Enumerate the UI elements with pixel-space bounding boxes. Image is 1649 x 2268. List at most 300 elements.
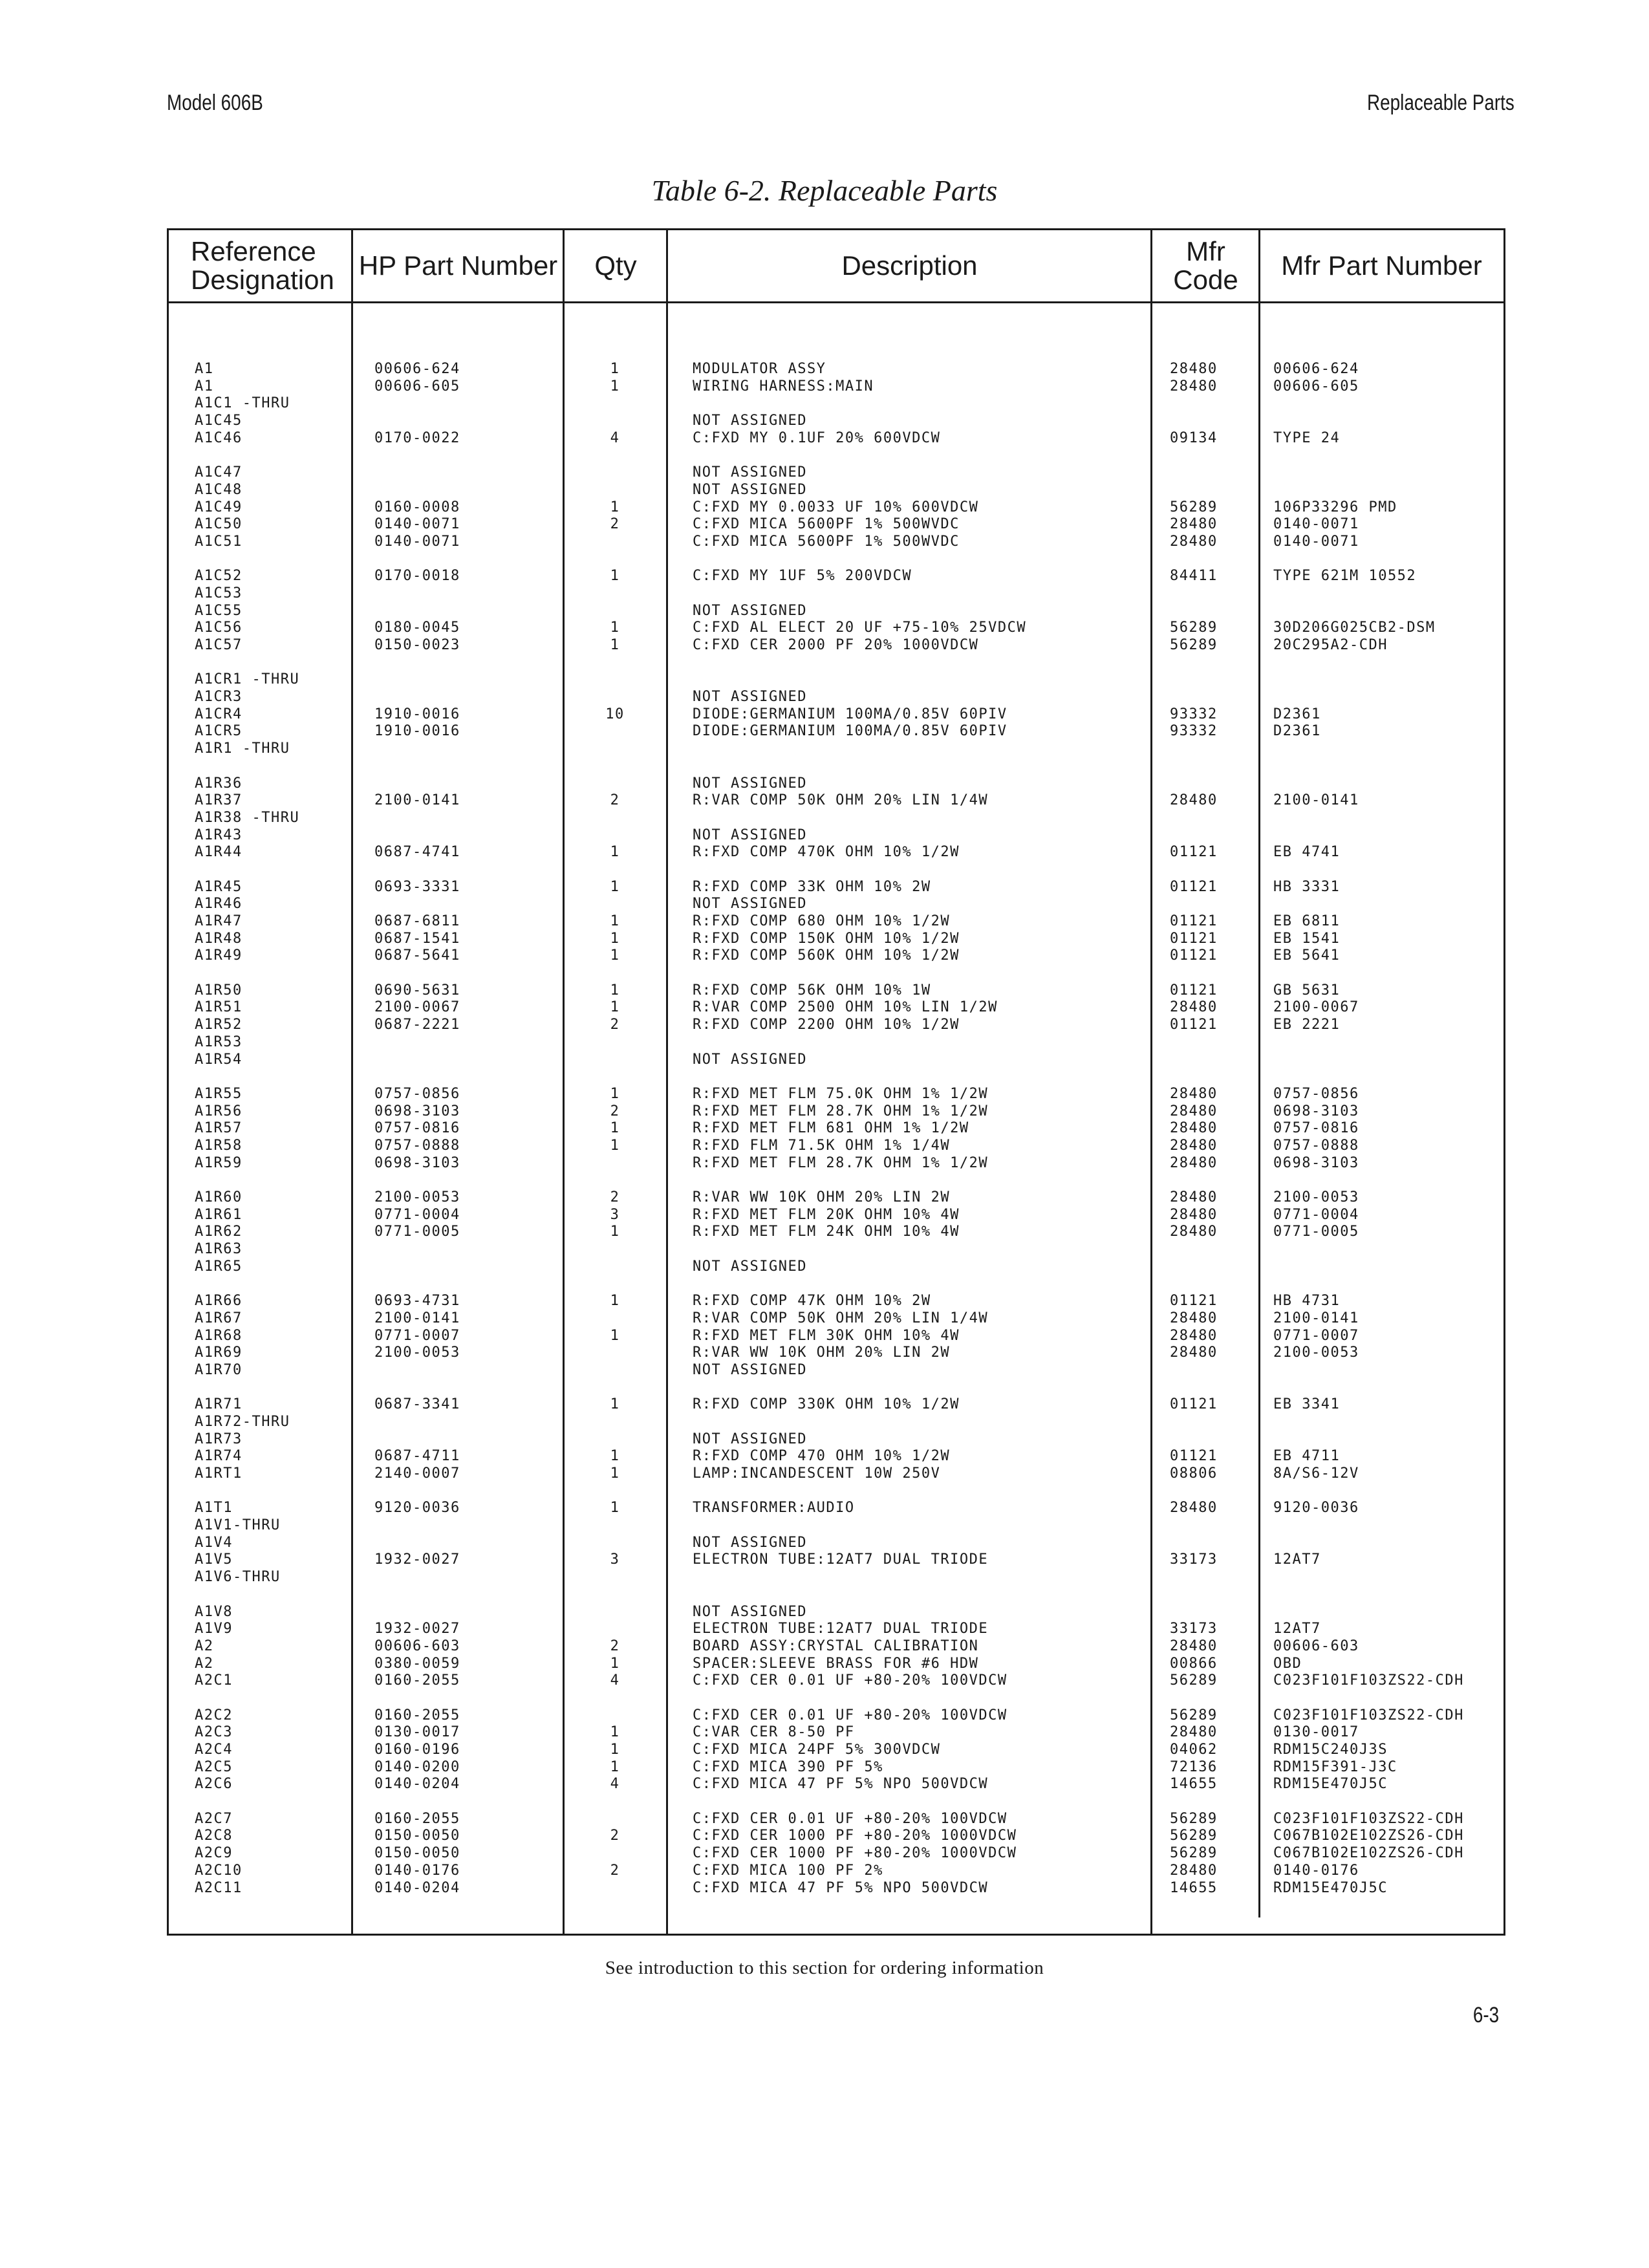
mfr-part-number-cell — [1273, 775, 1464, 793]
description-cell: C:FXD CER 0.01 UF +80-20% 100VDCW — [693, 1672, 1008, 1689]
mfr-part-number-cell: C067B102E102ZS26-CDH — [1273, 1845, 1464, 1862]
mfr-code-cell: 56289 — [1170, 637, 1218, 653]
mfr-code-cell: 01121 — [1170, 930, 1218, 947]
mfr-part-number-cell: 12AT7 — [1273, 1551, 1321, 1568]
description-cell: C:FXD CER 0.01 UF +80-20% 100VDCW — [693, 1810, 1008, 1827]
mfr-part-number-cell — [1273, 965, 1464, 982]
reference-designation-cell: A1R56 — [195, 1103, 242, 1119]
mfr-part-number-cell: 2100-0067 — [1273, 999, 1359, 1016]
hp-part-number-cell: 0140-0176 — [374, 1862, 460, 1879]
mfr-part-number-cell: 0771-0004 — [1273, 1206, 1359, 1223]
mfr-code-cell — [1170, 1034, 1218, 1052]
description-cell — [693, 654, 1026, 672]
qty-cell — [596, 810, 634, 827]
description-cell — [693, 1483, 1026, 1500]
mfr-part-number-cell — [1273, 827, 1464, 845]
hp-part-number-cell — [374, 861, 460, 879]
mfr-part-number-cell: 00606-605 — [1273, 378, 1359, 394]
description-cell — [693, 1241, 1026, 1258]
mfr-code-column — [1170, 361, 1218, 1897]
qty-cell — [596, 1517, 634, 1535]
reference-designation-cell: A1C49 — [195, 499, 242, 515]
mfr-code-cell — [1170, 1414, 1218, 1431]
column-header-mfr-code — [1152, 230, 1260, 301]
hp-part-number-cell: 1932-0027 — [374, 1551, 460, 1568]
reference-designation-cell: A1R63 — [195, 1241, 242, 1258]
reference-designation-cell: A1R54 — [195, 1051, 242, 1068]
mfr-code-cell: 01121 — [1170, 947, 1218, 964]
qty-cell — [596, 1621, 634, 1638]
mfr-part-number-cell: EB 5641 — [1273, 947, 1341, 964]
description-cell: NOT ASSIGNED — [693, 1361, 807, 1378]
reference-designation-cell: A1R66 — [195, 1293, 242, 1310]
mfr-part-number-cell — [1273, 1690, 1464, 1707]
hp-part-number-cell — [374, 1379, 460, 1397]
qty-cell: 2 — [610, 1103, 620, 1119]
qty-cell — [596, 1362, 634, 1379]
mfr-part-number-cell — [1273, 654, 1464, 672]
hp-part-number-cell: 0160-2055 — [374, 1672, 460, 1689]
mfr-part-number-cell — [1273, 482, 1464, 499]
hp-part-number-cell: 0140-0071 — [374, 533, 460, 550]
mfr-code-cell — [1170, 1379, 1218, 1397]
qty-cell — [596, 1052, 634, 1069]
mfr-part-number-cell: 2100-0141 — [1273, 1310, 1359, 1326]
qty-cell: 1 — [610, 568, 620, 585]
qty-cell — [596, 861, 634, 879]
reference-designation-cell: A1R62 — [195, 1224, 242, 1240]
hp-part-number-cell: 0687-4741 — [374, 844, 460, 861]
reference-designation-cell: A1R72-THRU — [195, 1413, 290, 1430]
mfr-code-cell — [1170, 861, 1218, 879]
hp-part-number-cell: 0771-0007 — [374, 1327, 460, 1344]
description-cell: R:FXD MET FLM 30K OHM 10% 4W — [693, 1327, 960, 1344]
description-cell — [693, 1690, 1026, 1707]
reference-designation-cell: A1C57 — [195, 637, 242, 653]
hp-part-number-cell: 1910-0016 — [374, 706, 460, 722]
mfr-code-cell — [1170, 1569, 1218, 1586]
mfr-code-cell: 01121 — [1170, 878, 1218, 895]
qty-cell: 1 — [610, 1137, 620, 1154]
reference-designation-cell: A1C47 — [195, 464, 242, 481]
mfr-part-number-cell: EB 4711 — [1273, 1448, 1341, 1465]
reference-designation-cell: A1R58 — [195, 1137, 242, 1154]
hp-part-number-cell — [374, 1517, 460, 1535]
description-cell: LAMP:INCANDESCENT 10W 250V — [693, 1465, 941, 1482]
qty-cell: 3 — [610, 1206, 620, 1223]
hp-part-number-cell: 0380-0059 — [374, 1655, 460, 1672]
qty-cell: 1 — [610, 999, 620, 1016]
mfr-code-cell: 28480 — [1170, 999, 1218, 1016]
qty-cell: 1 — [610, 947, 620, 964]
mfr-part-number-cell — [1273, 810, 1464, 827]
qty-cell: 3 — [610, 1551, 620, 1568]
description-cell: C:FXD CER 2000 PF 20% 1000VDCW — [693, 637, 979, 653]
description-cell: NOT ASSIGNED — [693, 775, 807, 792]
description-cell: C:FXD MICA 100 PF 2% — [693, 1862, 883, 1879]
hp-part-number-cell: 0690-5631 — [374, 982, 460, 999]
hp-part-number-cell: 0180-0045 — [374, 620, 460, 636]
reference-designation-cell: A1CR3 — [195, 689, 242, 706]
hp-part-number-cell: 0687-6811 — [374, 913, 460, 929]
mfr-part-number-cell: 2100-0141 — [1273, 792, 1359, 809]
mfr-part-number-cell — [1273, 740, 1464, 758]
qty-cell — [596, 1155, 634, 1172]
mfr-code-cell: 84411 — [1170, 568, 1218, 585]
mfr-code-cell — [1170, 827, 1218, 845]
mfr-code-cell — [1170, 1517, 1218, 1535]
hp-part-number-cell: 0140-0204 — [374, 1879, 460, 1896]
mfr-part-number-cell: 8A/S6-12V — [1273, 1465, 1359, 1482]
hp-part-number-cell: 0160-0196 — [374, 1742, 460, 1758]
reference-designation-cell — [195, 1793, 299, 1811]
reference-designation-cell: A1C53 — [195, 585, 242, 601]
qty-cell — [596, 775, 634, 793]
reference-designation-cell: A1V4 — [195, 1534, 233, 1551]
description-cell: C:FXD MICA 47 PF 5% NPO 500VDCW — [693, 1776, 989, 1793]
qty-cell — [596, 1690, 634, 1707]
description-cell: R:FXD MET FLM 681 OHM 1% 1/2W — [693, 1120, 969, 1137]
mfr-part-number-cell: 0140-0071 — [1273, 533, 1359, 550]
description-cell — [693, 1586, 1026, 1604]
description-cell: NOT ASSIGNED — [693, 602, 807, 619]
reference-designation-cell: A2C7 — [195, 1810, 233, 1827]
qty-cell — [596, 654, 634, 672]
qty-cell: 4 — [610, 1776, 620, 1793]
mfr-part-number-cell — [1273, 1241, 1464, 1258]
hp-part-number-cell: 0693-4731 — [374, 1293, 460, 1310]
reference-designation-cell: A1C50 — [195, 516, 242, 533]
reference-designation-cell: A2C9 — [195, 1845, 233, 1862]
mfr-code-cell — [1170, 775, 1218, 793]
column-divider — [666, 230, 668, 1934]
qty-cell — [596, 534, 634, 551]
mfr-code-cell: 93332 — [1170, 723, 1218, 740]
hp-part-number-cell: 1910-0016 — [374, 723, 460, 740]
reference-designation-cell: A1 — [195, 378, 214, 394]
column-divider — [1258, 230, 1260, 1917]
description-cell: R:FXD COMP 470K OHM 10% 1/2W — [693, 844, 960, 861]
mfr-code-cell: 00866 — [1170, 1655, 1218, 1672]
mfr-code-cell — [1170, 1690, 1218, 1707]
mfr-code-cell — [1170, 1362, 1218, 1379]
reference-designation-cell — [195, 965, 299, 982]
description-cell: C:FXD MY 1UF 5% 200VDCW — [693, 568, 912, 585]
mfr-code-cell: 93332 — [1170, 706, 1218, 722]
hp-part-number-cell — [374, 689, 460, 706]
mfr-code-cell — [1170, 758, 1218, 775]
mfr-code-cell: 28480 — [1170, 1189, 1218, 1205]
hp-part-number-cell — [374, 810, 460, 827]
hp-part-number-cell — [374, 1362, 460, 1379]
mfr-code-cell — [1170, 1604, 1218, 1621]
hp-part-number-cell — [374, 1569, 460, 1586]
qty-cell — [596, 413, 634, 430]
mfr-part-number-cell — [1273, 1483, 1464, 1500]
description-cell: R:FXD MET FLM 24K OHM 10% 4W — [693, 1224, 960, 1240]
mfr-code-cell: 09134 — [1170, 429, 1218, 446]
qty-cell — [596, 1707, 634, 1725]
qty-cell — [596, 585, 634, 603]
description-cell: NOT ASSIGNED — [693, 481, 807, 498]
mfr-part-number-cell — [1273, 1414, 1464, 1431]
mfr-part-number-cell: OBD — [1273, 1655, 1302, 1672]
mfr-code-cell: 28480 — [1170, 1120, 1218, 1137]
qty-cell — [596, 1172, 634, 1189]
reference-designation-cell — [195, 861, 299, 879]
reference-designation-cell: A1R74 — [195, 1448, 242, 1465]
mfr-part-number-cell: GB 5631 — [1273, 982, 1341, 999]
hp-part-number-cell — [374, 671, 460, 689]
hp-part-number-cell: 9120-0036 — [374, 1500, 460, 1517]
hp-part-number-cell: 0687-5641 — [374, 947, 460, 964]
qty-cell — [596, 603, 634, 620]
description-cell: R:FXD COMP 47K OHM 10% 2W — [693, 1293, 931, 1310]
mfr-code-cell — [1170, 810, 1218, 827]
mfr-part-number-cell — [1273, 1258, 1464, 1276]
hp-part-number-cell: 0160-0008 — [374, 499, 460, 515]
mfr-part-number-cell: 30D206G025CB2-DSM — [1273, 620, 1436, 636]
hp-part-number-cell: 2100-0141 — [374, 792, 460, 809]
column-header-hp-part-number: HP Part Number — [358, 250, 558, 281]
qty-cell — [596, 1535, 634, 1552]
qty-cell — [596, 1811, 634, 1828]
qty-cell — [596, 1880, 634, 1897]
hp-part-number-cell: 0160-2055 — [374, 1810, 460, 1827]
reference-designation-cell: A1R70 — [195, 1361, 242, 1378]
reference-designation-cell: A1T1 — [195, 1500, 233, 1517]
reference-designation-cell: A1R36 — [195, 775, 242, 792]
mfr-code-cell: 28480 — [1170, 1862, 1218, 1879]
qty-cell — [596, 464, 634, 482]
hp-part-number-cell: 0150-0050 — [374, 1845, 460, 1862]
hp-part-number-cell: 2140-0007 — [374, 1465, 460, 1482]
qty-cell: 1 — [610, 1758, 620, 1775]
page-number: 6-3 — [1472, 2003, 1499, 2027]
qty-cell — [596, 1034, 634, 1052]
hp-part-number-cell — [374, 1258, 460, 1276]
hp-part-number-cell: 0687-1541 — [374, 930, 460, 947]
mfr-part-number-cell: 0757-0816 — [1273, 1120, 1359, 1137]
reference-designation-cell: A1R49 — [195, 947, 242, 964]
reference-designation-column — [195, 361, 299, 1897]
reference-designation-cell: A1C55 — [195, 602, 242, 619]
mfr-part-number-cell — [1273, 896, 1464, 913]
reference-designation-cell: A1R50 — [195, 982, 242, 999]
description-cell: R:FXD COMP 150K OHM 10% 1/2W — [693, 930, 960, 947]
qty-cell: 1 — [610, 982, 620, 999]
hp-part-number-cell: 0771-0005 — [374, 1224, 460, 1240]
mfr-part-number-cell — [1273, 758, 1464, 775]
reference-designation-cell: A1R59 — [195, 1154, 242, 1171]
reference-designation-cell: A1R69 — [195, 1345, 242, 1361]
mfr-part-number-cell — [1273, 395, 1464, 413]
mfr-code-cell: 28480 — [1170, 1345, 1218, 1361]
mfr-part-number-cell — [1273, 1793, 1464, 1811]
mfr-part-number-cell: 0757-0856 — [1273, 1085, 1359, 1102]
qty-cell: 2 — [610, 516, 620, 533]
mfr-part-number-column — [1273, 361, 1464, 1897]
qty-cell — [596, 1258, 634, 1276]
qty-cell: 1 — [610, 499, 620, 515]
mfr-part-number-cell: HB 4731 — [1273, 1293, 1341, 1310]
hp-part-number-cell — [374, 758, 460, 775]
mfr-part-number-cell — [1273, 413, 1464, 430]
hp-part-number-cell: 0687-4711 — [374, 1448, 460, 1465]
hp-part-number-cell — [374, 482, 460, 499]
mfr-part-number-cell — [1273, 551, 1464, 568]
mfr-part-number-cell — [1273, 1535, 1464, 1552]
qty-cell: 1 — [610, 361, 620, 377]
description-cell: C:VAR CER 8-50 PF — [693, 1724, 855, 1741]
mfr-part-number-cell: 0698-3103 — [1273, 1154, 1359, 1171]
mfr-code-cell: 28480 — [1170, 1724, 1218, 1741]
qty-cell — [596, 1793, 634, 1811]
mfr-part-number-cell — [1273, 671, 1464, 689]
hp-part-number-cell: 0150-0023 — [374, 637, 460, 653]
mfr-code-cell: 01121 — [1170, 1017, 1218, 1033]
mfr-code-cell: 01121 — [1170, 844, 1218, 861]
reference-designation-cell — [195, 1068, 299, 1086]
qty-cell: 1 — [610, 1224, 620, 1240]
mfr-code-cell: 28480 — [1170, 1206, 1218, 1223]
reference-designation-cell: A1C1 -THRU — [195, 395, 290, 412]
mfr-code-cell — [1170, 654, 1218, 672]
hp-part-number-cell — [374, 464, 460, 482]
description-cell: NOT ASSIGNED — [693, 826, 807, 843]
qty-column — [596, 361, 634, 1897]
hp-part-number-cell: 0150-0050 — [374, 1828, 460, 1844]
description-cell: C:FXD MICA 5600PF 1% 500WVDC — [693, 533, 960, 550]
ordering-note: See introduction to this section for ordering information — [605, 1958, 1044, 1978]
hp-part-number-cell — [374, 740, 460, 758]
column-header-reference — [169, 230, 352, 301]
hp-part-number-cell: 00606-603 — [374, 1637, 460, 1654]
description-cell — [693, 551, 1026, 568]
description-cell: NOT ASSIGNED — [693, 1431, 807, 1447]
reference-designation-cell: A1CR5 — [195, 723, 242, 740]
qty-cell: 2 — [610, 1862, 620, 1879]
qty-cell — [596, 740, 634, 758]
hp-part-number-cell: 2100-0053 — [374, 1189, 460, 1205]
qty-cell — [596, 1275, 634, 1293]
hp-part-number-cell: 00606-605 — [374, 378, 460, 394]
qty-cell — [596, 1845, 634, 1863]
reference-designation-cell: A2C6 — [195, 1776, 233, 1793]
reference-designation-cell — [195, 447, 299, 464]
mfr-part-number-cell — [1273, 1569, 1464, 1586]
mfr-code-cell — [1170, 896, 1218, 913]
mfr-code-cell — [1170, 1068, 1218, 1086]
hp-part-number-cell — [374, 1690, 460, 1707]
hp-part-number-cell — [374, 1275, 460, 1293]
qty-cell: 2 — [610, 1828, 620, 1844]
hp-part-number-cell — [374, 827, 460, 845]
mfr-code-cell: 56289 — [1170, 1845, 1218, 1862]
reference-designation-cell — [195, 1275, 299, 1293]
mfr-part-number-cell: C023F101F103ZS22-CDH — [1273, 1810, 1464, 1827]
description-cell: SPACER:SLEEVE BRASS FOR #6 HDW — [693, 1655, 979, 1672]
description-cell: R:FXD COMP 680 OHM 10% 1/2W — [693, 913, 951, 929]
description-cell — [693, 395, 1026, 413]
reference-designation-cell: A1R73 — [195, 1431, 242, 1447]
mfr-part-number-cell — [1273, 1604, 1464, 1621]
hp-part-number-cell: 0771-0004 — [374, 1206, 460, 1223]
description-cell: C:FXD AL ELECT 20 UF +75-10% 25VDCW — [693, 620, 1027, 636]
mfr-code-cell — [1170, 1258, 1218, 1276]
mfr-part-number-cell: 20C295A2-CDH — [1273, 637, 1388, 653]
mfr-part-number-cell: C067B102E102ZS26-CDH — [1273, 1828, 1464, 1844]
reference-designation-cell: A2C10 — [195, 1862, 242, 1879]
description-cell: C:FXD MICA 24PF 5% 300VDCW — [693, 1742, 941, 1758]
mfr-code-cell — [1170, 603, 1218, 620]
mfr-part-number-cell — [1273, 447, 1464, 464]
mfr-part-number-cell: 0771-0005 — [1273, 1224, 1359, 1240]
mfr-part-number-cell: 9120-0036 — [1273, 1500, 1359, 1517]
reference-designation-cell: A1V9 — [195, 1621, 233, 1637]
description-cell: TRANSFORMER:AUDIO — [693, 1500, 855, 1517]
qty-cell — [596, 1310, 634, 1328]
mfr-part-number-cell: TYPE 24 — [1273, 429, 1341, 446]
mfr-code-cell: 28480 — [1170, 1085, 1218, 1102]
reference-designation-cell: A1V6-THRU — [195, 1569, 281, 1586]
header-section: Replaceable Parts — [1367, 91, 1514, 115]
mfr-part-number-cell — [1273, 1362, 1464, 1379]
description-cell — [693, 758, 1026, 775]
qty-cell — [596, 965, 634, 982]
qty-cell: 1 — [610, 913, 620, 929]
mfr-code-cell — [1170, 689, 1218, 706]
mfr-part-number-cell: RDM15C240J3S — [1273, 1742, 1388, 1758]
description-cell: R:FXD COMP 560K OHM 10% 1/2W — [693, 947, 960, 964]
qty-cell — [596, 1431, 634, 1449]
qty-cell: 10 — [605, 706, 625, 722]
qty-cell — [596, 827, 634, 845]
description-cell: NOT ASSIGNED — [693, 896, 807, 913]
reference-designation-cell: A1V1-THRU — [195, 1517, 281, 1534]
hp-part-number-cell: 0160-2055 — [374, 1707, 460, 1723]
mfr-code-cell — [1170, 1275, 1218, 1293]
reference-designation-cell: A1C52 — [195, 568, 242, 585]
mfr-code-cell: 28480 — [1170, 1327, 1218, 1344]
mfr-part-number-cell: 0698-3103 — [1273, 1103, 1359, 1119]
reference-designation-cell: A1C56 — [195, 620, 242, 636]
mfr-code-cell: 56289 — [1170, 1672, 1218, 1689]
reference-designation-cell: A1C51 — [195, 533, 242, 550]
mfr-part-number-cell: EB 3341 — [1273, 1396, 1341, 1413]
mfr-code-cell — [1170, 1793, 1218, 1811]
description-cell: NOT ASSIGNED — [693, 413, 807, 429]
qty-cell: 1 — [610, 378, 620, 394]
mfr-code-cell: 01121 — [1170, 1396, 1218, 1413]
mfr-code-cell: 56289 — [1170, 1707, 1218, 1723]
reference-designation-cell — [195, 551, 299, 568]
mfr-code-cell: 28480 — [1170, 1224, 1218, 1240]
description-cell — [693, 1793, 1026, 1811]
hp-part-number-cell — [374, 775, 460, 793]
mfr-code-cell: 04062 — [1170, 1742, 1218, 1758]
mfr-part-number-cell: RDM15E470J5C — [1273, 1776, 1388, 1793]
mfr-code-cell: 28480 — [1170, 1154, 1218, 1171]
reference-designation-cell — [195, 1483, 299, 1500]
description-cell: C:FXD MY 0.0033 UF 10% 600VDCW — [693, 499, 979, 515]
mfr-code-cell — [1170, 585, 1218, 603]
reference-designation-cell: A1R38 -THRU — [195, 809, 300, 826]
description-cell: NOT ASSIGNED — [693, 1051, 807, 1068]
column-divider — [563, 230, 565, 1934]
description-cell — [693, 861, 1026, 879]
description-cell: C:FXD MICA 47 PF 5% NPO 500VDCW — [693, 1879, 989, 1896]
